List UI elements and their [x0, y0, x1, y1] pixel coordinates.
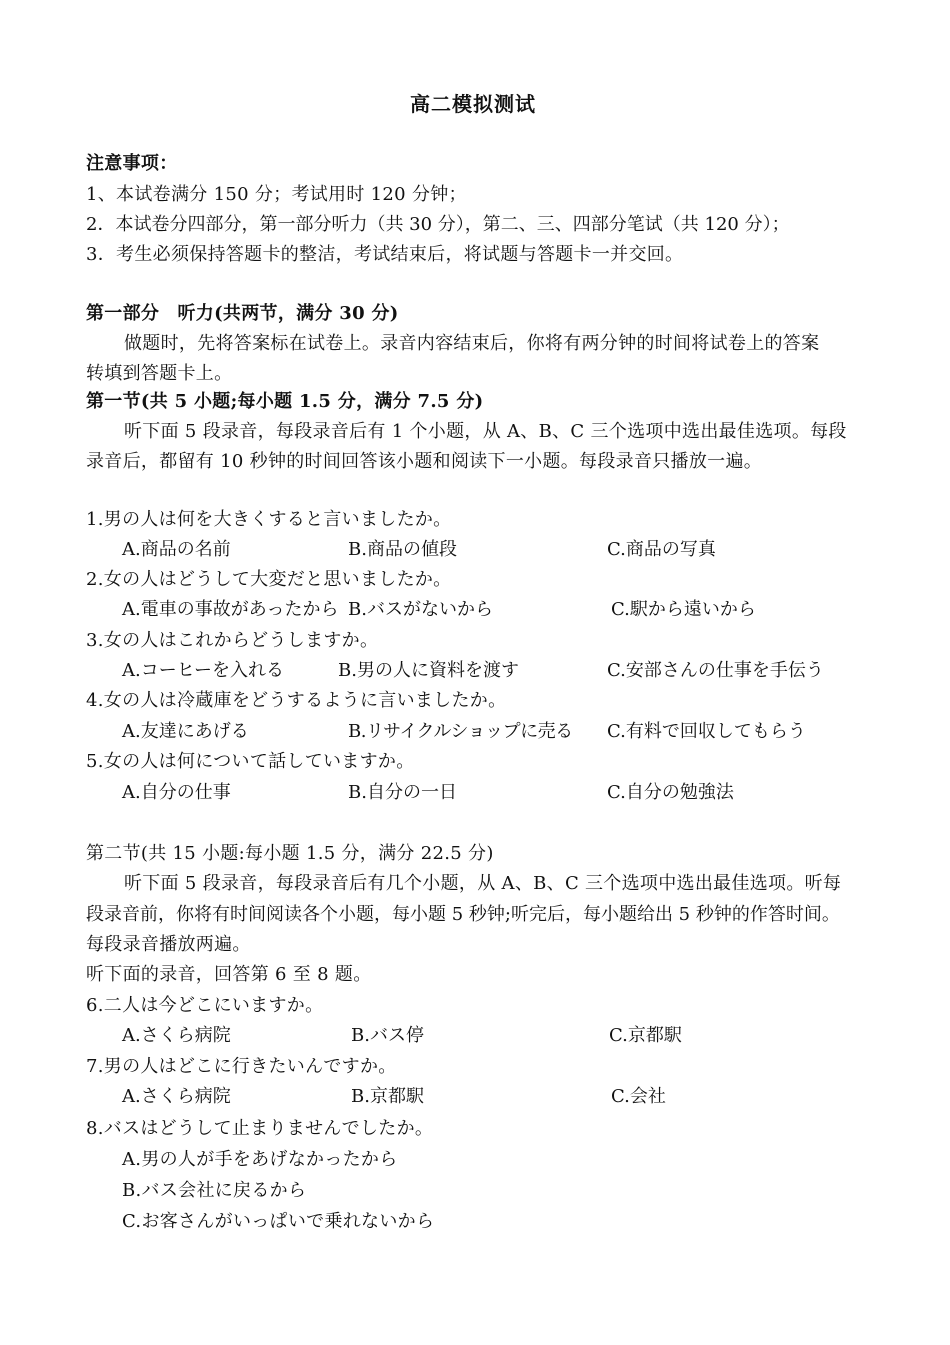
option-c: C.自分の勉強法: [607, 782, 734, 803]
section1-instruction: 录音后，都留有 10 秒钟的时间回答该小题和阅读下一小题。每段录音只播放一遍。: [86, 451, 763, 472]
notes-item: 3．考生必须保持答题卡的整洁，考试结束后，将试题与答题卡一并交回。: [86, 244, 684, 265]
option-b: B.バスがないから: [348, 599, 493, 620]
option-c: C.会社: [611, 1086, 666, 1107]
option-c: C.京都駅: [609, 1025, 682, 1046]
option-b: B.自分の一日: [348, 782, 457, 803]
option-a: A.自分の仕事: [122, 782, 231, 803]
option-c: C.有料で回収してもらう: [607, 721, 806, 742]
section2-heading: 第二节(共 15 小题:每小题 1.5 分，满分 22.5 分): [86, 843, 494, 864]
notes-heading: 注意事项：: [86, 153, 178, 174]
question-text: 1.男の人は何を大きくすると言いましたか。: [86, 509, 452, 530]
part1-instruction: 转填到答题卡上。: [86, 363, 233, 384]
option-a: A.商品の名前: [122, 539, 231, 560]
option-a: A.コーヒーを入れる: [122, 660, 284, 681]
section1-instruction: 听下面 5 段录音，每段录音后有 1 个小题，从 A、B、C 三个选项中选出最佳选项。每段: [124, 421, 847, 442]
notes-item: 2．本试卷分四部分，第一部分听力（共 30 分），第二、三、四部分笔试（共 120 分）；: [86, 214, 790, 235]
question-text: 5.女の人は何について話していますか。: [86, 751, 415, 772]
option-b: B.京都駅: [351, 1086, 424, 1107]
option-a: A.さくら病院: [122, 1025, 231, 1046]
option-b: B.バス停: [351, 1025, 424, 1046]
notes-item: 1、本试卷满分 150 分；考试用时 120 分钟；: [86, 184, 467, 205]
question-text: 2.女の人はどうして大変だと思いましたか。: [86, 569, 452, 590]
option-b: B.商品の値段: [348, 539, 457, 560]
question-text: 4.女の人は冷蔵庫をどうするように言いましたか。: [86, 690, 507, 711]
option-c: C.お客さんがいっぱいで乗れないから: [122, 1211, 435, 1232]
option-b: B.バス会社に戻るから: [122, 1180, 307, 1201]
option-c: C.駅から遠いから: [611, 599, 756, 620]
page-title: 高二模拟测试: [410, 92, 536, 116]
part1-instruction: 做题时，先将答案标在试卷上。录音内容结束后，你将有两分钟的时间将试卷上的答案: [124, 333, 820, 354]
section2-instruction: 听下面 5 段录音，每段录音后有几个小题，从 A、B、C 三个选项中选出最佳选项。听每: [124, 873, 842, 894]
option-c: C.商品の写真: [607, 539, 716, 560]
question-text: 3.女の人はこれからどうしますか。: [86, 630, 379, 651]
part1-heading: 第一部分 听力(共两节，满分 30 分): [86, 303, 399, 324]
option-b: B.男の人に資料を渡す: [338, 660, 519, 681]
question-text: 8.バスはどうして止まりませんでしたか。: [86, 1118, 434, 1139]
question-text: 6.二人は今どこにいますか。: [86, 995, 324, 1016]
section1-heading: 第一节(共 5 小题;每小题 1.5 分，满分 7.5 分): [86, 391, 484, 412]
option-a: A.友達にあげる: [122, 721, 249, 742]
question-text: 7.男の人はどこに行きたいんですか。: [86, 1056, 397, 1077]
option-a: A.電車の事故があったから: [122, 599, 339, 620]
option-b: B.リサイクルショップに売る: [348, 721, 573, 742]
option-a: A.男の人が手をあげなかったから: [122, 1149, 398, 1170]
option-c: C.安部さんの仕事を手伝う: [607, 660, 824, 681]
section2-instruction: 每段录音播放两遍。: [86, 934, 251, 955]
section2-instruction: 段录音前，你将有时间阅读各个小题，每小题 5 秒钟;听完后，每小题给出 5 秒钟的作答时间。: [86, 904, 840, 925]
group-intro: 听下面的录音，回答第 6 至 8 题。: [86, 964, 372, 985]
option-a: A.さくら病院: [122, 1086, 231, 1107]
